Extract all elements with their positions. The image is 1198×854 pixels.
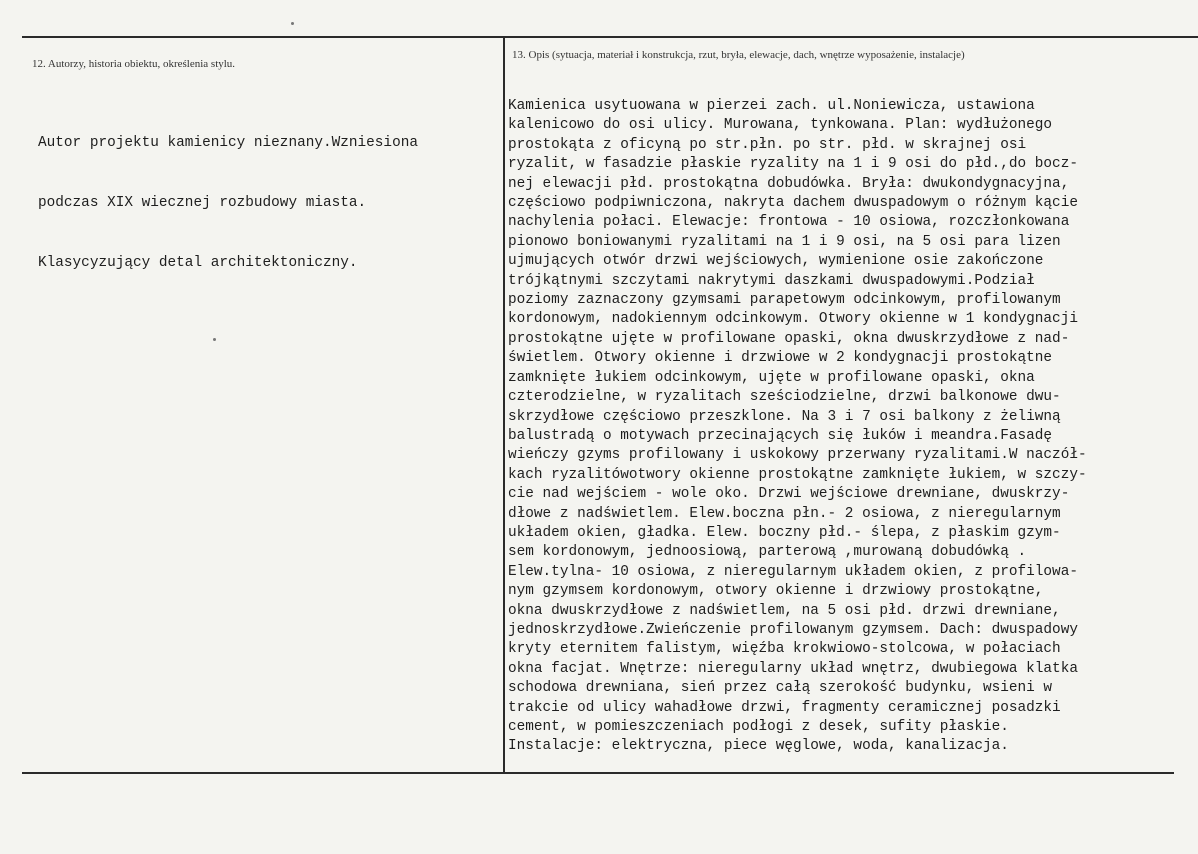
text-line: prostokątne ujęte w profilowane opaski, okna dwuskrzydłowe z nad- [508, 330, 1070, 347]
paper-speck [291, 22, 294, 25]
text-line: nachylenia połaci. Elewacje: frontowa - 10 osiowa, rozczłonkowana [508, 214, 1070, 231]
text-line: dłowe z nadświetlem. Elew.boczna płn.- 2 osiowa, z nieregularnym [508, 505, 1061, 522]
text-line: prostokąta z oficyną po str.płn. po str. płd. w skrajnej osi [508, 136, 1027, 153]
authors-history-text [38, 93, 498, 313]
text-line: Kamienica usytuowana w pierzei zach. ul.Noniewicza, ustawiona [508, 98, 1035, 114]
bottom-rule [22, 772, 1174, 774]
text-line: wieńczy gzyms profilowany i uskokowy przerwany ryzalitami.W naczół- [508, 447, 1087, 464]
text-line: sem kordonowym, jednoosiową, parterową ,murowaną dobudówką . [508, 544, 1027, 561]
text-line: kach ryzalitówotwory okienne prostokątne zamknięte łukiem, w szczy- [508, 466, 1087, 483]
text-line: ryzalit, w fasadzie płaskie ryzality na 1 i 9 osi do płd.,do bocz- [508, 156, 1078, 173]
text-line: układem okien, gładka. Elew. boczny płd.- ślepa, z płaskim gzym- [508, 524, 1061, 541]
text-line: pionowo boniowanymi ryzalitami na 1 i 9 osi, na 5 osi para lizen [508, 233, 1061, 250]
text-line: kordonowym, nadokiennym odcinkowym. Otwory okienne w 1 kondygnacji [508, 311, 1078, 328]
text-line: kryty eternitem falistym, więźba krokwiowo-stolcowa, w połaciach [508, 641, 1061, 658]
section-13-header: 13. Opis (sytuacja, materiał i konstrukcja, rzut, bryła, elewacje, dach, wnętrze wyposażenie, instalacje) [512, 49, 965, 61]
text-line: Elew.tylna- 10 osiowa, z nieregularnym układem okien, z profilowa- [508, 563, 1078, 580]
text-line: Klasycyzujący detal architektoniczny. [38, 255, 358, 271]
text-line: balustradą o motywach przecinających się łuków i meandra.Fasadę [508, 427, 1053, 444]
section-12-header: 12. Autorzy, historia obiektu, określenia stylu. [32, 58, 236, 70]
top-rule [22, 36, 1198, 38]
text-line: zamknięte łukiem odcinkowym, ujęte w profilowane opaski, okna [508, 369, 1035, 386]
text-line: cie nad wejściem - wole oko. Drzwi wejściowe drewniane, dwuskrzy- [508, 486, 1070, 503]
text-line: ujmujących otwór drzwi wejściowych, wymienione osie zakończone [508, 253, 1044, 270]
text-line: kalenicowo do osi ulicy. Murowana, tynkowana. Plan: wydłużonego [508, 117, 1053, 134]
text-line: jednoskrzydłowe.Zwieńczenie profilowanym gzymsem. Dach: dwuspadowy [508, 621, 1078, 638]
description-text [508, 97, 1194, 757]
text-line: poziomy zaznaczony gzymsami parapetowym odcinkowym, profilowanym [508, 292, 1061, 309]
text-line: czterodzielne, w ryzalitach sześciodzielne, drzwi balkonowe dwu- [508, 389, 1061, 406]
text-line: cement, w pomieszczeniach podłogi z desek, sufity płaskie. [508, 719, 1009, 735]
text-line: nej elewacji płd. prostokątna dobudówka. Bryła: dwukondygnacyjna, [508, 175, 1070, 192]
text-line: podczas XIX wiecznej rozbudowy miasta. [38, 195, 367, 211]
column-divider [503, 36, 505, 774]
paper-speck [213, 338, 216, 341]
text-line: skrzydłowe częściowo przeszklone. Na 3 i 7 osi balkony z żeliwną [508, 408, 1061, 425]
text-line: trójkątnymi szczytami nakrytymi daszkami dwuspadowymi.Podział [508, 272, 1035, 289]
text-line: świetlem. Otwory okienne i drzwiowe w 2 kondygnacji prostokątne [508, 350, 1053, 367]
text-line: Autor projektu kamienicy nieznany.Wzniesiona [38, 135, 418, 151]
text-line: trakcie od ulicy wahadłowe drzwi, fragmenty ceramicznej posadzki [508, 699, 1061, 716]
text-line: nym gzymsem kordonowym, otwory okienne i drzwiowy prostokątne, [508, 583, 1044, 600]
text-line: okna dwuskrzydłowe z nadświetlem, na 5 osi płd. drzwi drewniane, [508, 602, 1061, 619]
text-line: okna facjat. Wnętrze: nieregularny układ wnętrz, dwubiegowa klatka [508, 660, 1078, 677]
text-line: schodowa drewniana, sień przez całą szerokość budynku, wsieni w [508, 680, 1053, 697]
text-line: częściowo podpiwniczona, nakryta dachem dwuspadowym o różnym kącie [508, 195, 1078, 212]
text-line: Instalacje: elektryczna, piece węglowe, woda, kanalizacja. [508, 738, 1009, 755]
